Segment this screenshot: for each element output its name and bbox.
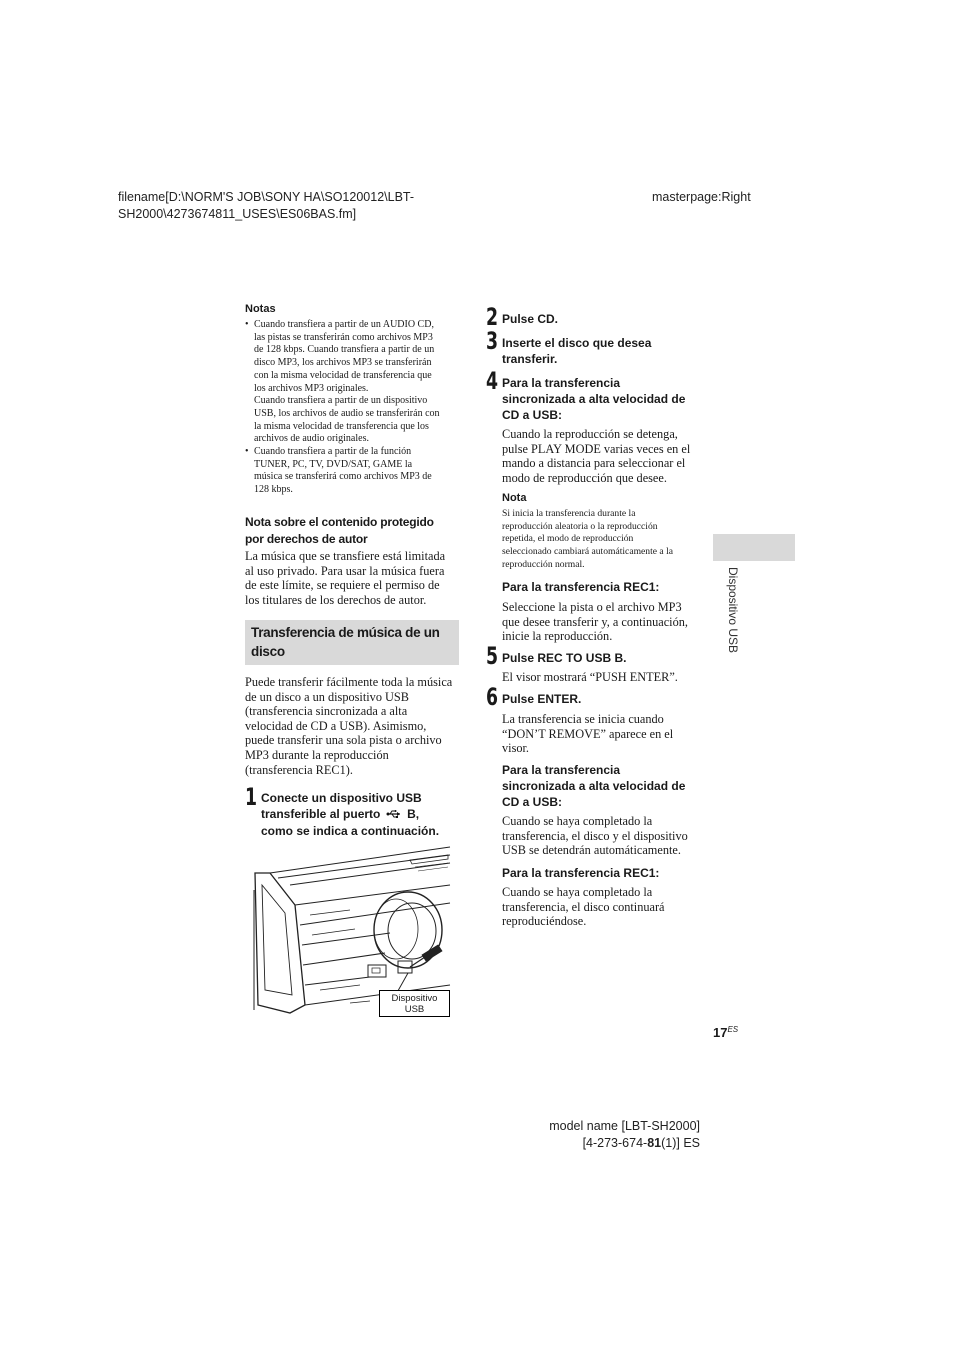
step-1-text: Conecte un dispositivo USB transferible al puerto B, como se indica a continuación. [261,791,440,838]
step-4-rec1-text: Seleccione la pista o el archivo MP3 que desee transferir y, a continuación, inicie la reproducción. [502,600,688,644]
step-5-desc: El visor mostrará “PUSH ENTER”. [502,670,678,684]
step-6-sync-text: Cuando se haya completado la transferencia, el disco y el dispositivo USB se detendrán automáticamente. [502,814,688,858]
step-4-nota-title: Nota [502,492,527,504]
page-number: $17^{ES}$ [713,1025,739,1040]
copyright-block [245,514,465,607]
step-4-number: 4 [486,367,499,395]
step-4-nota-text: Si inicia la transferencia durante la reproducción aleatoria o la reproducción repetida, el modo de reproducción seleccionado cambiará automáticamente a la reproducción normal. [502,508,673,570]
step-5-number: 5 [486,642,499,670]
section-title-line-1: Transferencia de música de un [251,625,440,640]
note-item: • Cuando transfiera a partir de un AUDIO CD, las pistas se transferirán como archivos MP3 de 128 kbps. Cuando transfiera a partir de un disco MP3, los archivos MP3 se transferirán con la misma velocidad de transferencia que los archivos MP3 originales. Cuando transfiera a partir de un dispositivo USB, los archivos de audio se transferirán con la misma velocidad de transferencia que los archivos de audio originales. [245,319,463,446]
filename-header [118,189,414,223]
step-4-text: Cuando la reproducción se detenga, pulse PLAY MODE varias veces en el mando a distancia para seleccionar el modo de reproducción que desee. [502,427,691,485]
step-6-sync-heading: Para la transferencia sincronizada a alta velocidad de CD a USB: [502,763,686,809]
notes-block [245,303,463,497]
section-intro: Puede transferir fácilmente toda la música de un disco a un dispositivo USB (transferencia sincronizada a alta velocidad de CD a USB). Asimismo, puede transferir una sola pista o archivo MP3 durante la reproducción (transferencia REC1). [245,675,453,777]
step-6-number: 6 [486,683,499,711]
step-4-rec1-heading: Para la transferencia REC1: [502,580,660,594]
step-6-text: Pulse ENTER. [502,692,582,706]
footer-model: model name [LBT-SH2000] [4-273-674-81(1)] ES [549,1119,700,1150]
copyright-heading: Nota sobre el contenido protegido por derechos de autor [245,515,434,546]
step-2-number: 2 [486,303,499,331]
usb-device-label: Dispositivo USB [379,990,450,1017]
masterpage-header: masterpage:Right [652,190,751,204]
step-6-rec1-heading: Para la transferencia REC1: [502,866,660,880]
step-1-number: 1 [245,783,258,811]
step-3-number: 3 [486,327,499,355]
step-5-text: Pulse REC TO USB B. [502,651,627,665]
step-6-rec1-text: Cuando se haya completado la transferencia, el disco continuará reproduciéndose. [502,885,665,929]
notes-title: Notas [245,303,276,315]
step-4-heading: Para la transferencia sincronizada a alta velocidad de CD a USB: [502,376,686,422]
side-tab [713,534,795,561]
copyright-text: La música que se transfiere está limitada al uso privado. Para usar la música fuera de este límite, se requiere el permiso de los titulares de los derechos de autor. [245,549,446,607]
notes-list [245,319,463,497]
filename-line-1: filename[D:\NORM'S JOB\SONY HA\SO120012\LBT- [118,190,415,204]
section-title-line-2: disco [251,644,285,659]
step-3-text: Inserte el disco que desea transferir. [502,336,652,366]
usb-icon [386,807,402,823]
step-6-desc: La transferencia se inicia cuando “DON’T REMOVE” aparece en el visor. [502,712,674,756]
step-2-text: Pulse CD. [502,312,559,326]
section-heading-box [245,620,459,665]
filename-line-2: SH2000\4273674811_USES\ES06BAS.fm] [118,207,357,221]
side-tab-label: Dispositivo USB [726,567,740,654]
note-item: • Cuando transfiera a partir de la función TUNER, PC, TV, DVD/SAT, GAME la música se transferirá como archivos MP3 de 128 kbps. [245,446,463,497]
